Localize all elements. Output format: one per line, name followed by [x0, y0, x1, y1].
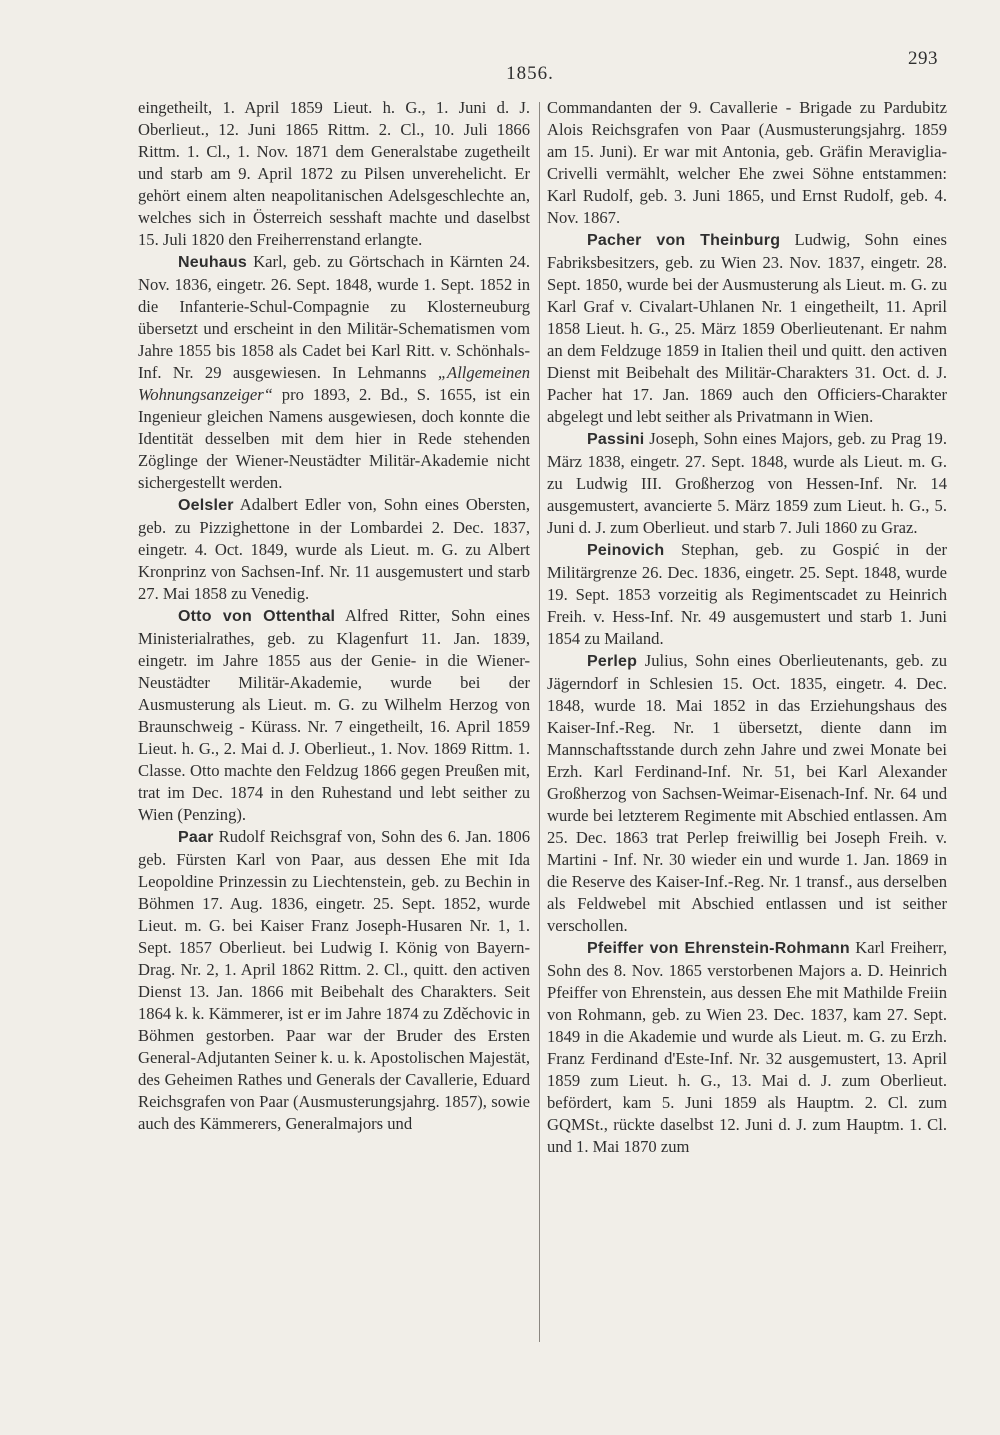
register-entry: [138, 494, 530, 605]
register-entry: [138, 251, 530, 494]
entry-text: Alfred Ritter, Sohn eines Ministerialrathes, geb. zu Klagenfurt 11. Jan. 1839, eingetr. im Jahre 1855 aus der Genie- in die Wiener-Neustädter Militär-Akademie, wurde bei der Ausmusterung als Lieut. m. G. zu Wilhelm Herzog von Braunschweig - Kürass. Nr. 7 eingetheilt, 16. April 1859 Lieut. h. G., 2. Mai d. J. Oberlieut., 1. Nov. 1869 Rittm. 1. Classe. Otto machte den Feldzug 1866 gegen Preußen mit, trat im Dec. 1874 in den Ruhestand und lebt seither zu Wien (Penzing).: [138, 606, 530, 824]
entry-name: Perlep: [587, 653, 638, 670]
entry-text: Adalbert Edler von, Sohn eines Obersten, geb. zu Pizzighettone in der Lombardei 2. Dec. 1837, eingetr. 4. Oct. 1849, wurde als Lieut. m. G. zu Albert Kronprinz von Sachsen-Inf. Nr. 11 ausgemustert und starb 27. Mai 1858 zu Venedig.: [138, 495, 530, 603]
register-entry: [547, 650, 947, 937]
register-entry: [547, 229, 947, 428]
italic-title-text: „Allgemeinen Wohnungsanzeiger“: [138, 363, 530, 404]
entry-name: Pacher von Theinburg: [587, 232, 781, 249]
entry-text: Joseph, Sohn eines Majors, geb. zu Prag 19. März 1838, eingetr. 27. Sept. 1848, wurde als Lieut. m. G. zu Ludwig III. Großherzog von Hessen-Inf. Nr. 14 ausgemustert, avancierte 5. März 1859 zum Lieut. h. G., 5. Juni d. J. zum Oberlieut. und starb 7. Juli 1860 zu Graz.: [547, 429, 947, 537]
right-column: [547, 97, 947, 1158]
entry-name: Paar: [178, 829, 214, 846]
register-entry: [547, 539, 947, 650]
entry-name: Pfeiffer von Ehrenstein-Rohmann: [587, 940, 850, 957]
entry-text: eingetheilt, 1. April 1859 Lieut. h. G., 1. Juni d. J. Oberlieut., 12. Juni 1865 Rittm. 2. Cl., 10. Juli 1866 Rittm. 1. Cl., 1. Nov. 1871 dem Generalstabe zugetheilt und starb am 9. April 1872 zu Pilsen unverehelicht. Er gehört einem alten neapolitanischen Adelsgeschlechte an, welches sich in Österreich sesshaft machte und daselbst 15. Juli 1820 den Freiherrenstand erlangte.: [138, 98, 530, 249]
running-head-year: 1856.: [506, 63, 554, 84]
entry-text: Commandanten der 9. Cavallerie - Brigade zu Pardubitz Alois Reichsgrafen von Paar (Ausmusterungsjahrg. 1859 am 15. Juni). Er war mit Antonia, geb. Gräfin Meraviglia-Crivelli vermählt, welcher Ehe zwei Söhne entstammen: Karl Rudolf, geb. 3. Juni 1865, und Ernst Rudolf, geb. 4. Nov. 1867.: [547, 98, 947, 227]
entry-text: Rudolf Reichsgraf von, Sohn des 6. Jan. 1806 geb. Fürsten Karl von Paar, aus dessen Ehe mit Ida Leopoldine Prinzessin zu Liechtenstein, geb. zu Bechin in Böhmen 17. Aug. 1836, eingetr. 25. Sept. 1852, wurde Lieut. m. G. bei Kaiser Franz Joseph-Husaren Nr. 1, 1. Sept. 1857 Oberlieut. bei Ludwig I. König von Bayern-Drag. Nr. 2, 1. April 1862 Rittm. 2. Cl., quitt. den activen Dienst 13. Jan. 1866 mit Beibehalt des Charakters. Seit 1864 k. k. Kämmerer, ist er im Jahre 1874 zu Zděchovic in Böhmen gestorben. Paar war der Bruder des Ersten General-Adjutanten Seiner k. u. k. Apostolischen Majestät, des Geheimen Rathes und Generals der Cavallerie, Eduard Reichsgrafen von Paar (Ausmusterungsjahrg. 1857), sowie auch des Kämmerers, Generalmajors und: [138, 827, 530, 1133]
register-entry: [547, 428, 947, 539]
left-column: [138, 97, 530, 1135]
entry-name: Neuhaus: [178, 254, 247, 271]
entry-name: Passini: [587, 431, 645, 448]
entry-name: Otto von Ottenthal: [178, 608, 336, 625]
continued-entry: [138, 97, 530, 251]
entry-text: Ludwig, Sohn eines Fabriksbesitzers, geb. zu Wien 23. Nov. 1837, eingetr. 28. Sept. 1850, wurde bei der Ausmusterung als Lieut. m. G. zu Karl Graf v. Civalart-Uhlanen Nr. 1 eingetheilt, 11. April 1858 Lieut. h. G., 25. März 1859 Oberlieutenant. Er nahm an dem Feldzuge 1859 in Italien theil und quitt. den activen Dienst mit Beibehalt des Militär-Charakters 31. Oct. d. J. Pacher hat 17. Jan. 1869 auch den Officiers-Charakter abgelegt und lebt seither als Privatmann in Wien.: [547, 230, 947, 426]
entry-text: Julius, Sohn eines Oberlieutenants, geb. zu Jägerndorf in Schlesien 15. Oct. 1835, eingetr. 4. Dec. 1848, wurde 18. Mai 1852 in das Erziehungshaus des Kaiser-Inf.-Reg. Nr. 1 übersetzt, diente dann im Mannschaftsstande durch zehn Jahre und zwei Monate bei Erzh. Karl Ferdinand-Inf. Nr. 51, bei Karl Alexander Großherzog von Sachsen-Weimar-Eisenach-Inf. Nr. 64 und wurde bei letzterem Regimente mit Abschied entlassen. Am 25. Dec. 1863 trat Perlep freiwillig bei Joseph Freih. v. Martini - Inf. Nr. 30 wieder ein und wurde 1. Jan. 1869 in die Reserve des Kaiser-Inf.-Reg. Nr. 1 transf., aus derselben als Feldwebel mit Abschied entlassen und ist seither verschollen.: [547, 651, 947, 935]
continued-entry: [547, 97, 947, 229]
page-number: 293: [908, 48, 938, 69]
entry-text: pro 1893, 2. Bd., S. 1655, ist ein Ingenieur gleichen Namens ausgewiesen, doch konnte die Identität desselben mit dem hier in Rede stehenden Zöglinge der Wiener-Neustädter Militär-Akademie nicht sichergestellt werden.: [138, 385, 530, 492]
register-entry: [138, 605, 530, 826]
entry-text: Karl, geb. zu Görtschach in Kärnten 24. Nov. 1836, eingetr. 26. Sept. 1848, wurde 1. Sept. 1852 in die Infanterie-Schul-Compagnie zu Klosterneuburg übersetzt und erscheint in den Militär-Schematismen vom Jahre 1855 bis 1858 als Cadet bei Karl Ritt. v. Schönhals-Inf. Nr. 29 ausgewiesen. In Lehmanns: [138, 252, 530, 382]
register-entry: [138, 826, 530, 1135]
entry-name: Peinovich: [587, 542, 665, 559]
column-divider: [539, 102, 540, 1342]
register-entry: [547, 937, 947, 1158]
entry-name: Oelsler: [178, 497, 234, 514]
entry-text: Karl Freiherr, Sohn des 8. Nov. 1865 verstorbenen Majors a. D. Heinrich Pfeiffer von Ehrenstein, aus dessen Ehe mit Mathilde Freiin von Rohmann, geb. zu Wien 23. Dec. 1837, kam 27. Sept. 1849 in die Akademie und wurde als Lieut. m. G. zu Erzh. Franz Ferdinand d'Este-Inf. Nr. 32 ausgemustert, 13. April 1859 zum Lieut. h. G., 13. Mai d. J. zum Oberlieut. befördert, kam 5. Juni 1859 als Hauptm. 2. Cl. zum GQMSt., rückte daselbst 12. Juni d. J. zum Hauptm. 1. Cl. und 1. Mai 1870 zum: [547, 938, 947, 1156]
entry-text: Stephan, geb. zu Gospić in der Militärgrenze 26. Dec. 1836, eingetr. 25. Sept. 1848, wurde 19. Sept. 1853 vorzeitig als Regimentscadet zu Heinrich Freih. v. Hess-Inf. Nr. 49 ausgemustert und starb 1. Juni 1854 zu Mailand.: [547, 540, 947, 648]
